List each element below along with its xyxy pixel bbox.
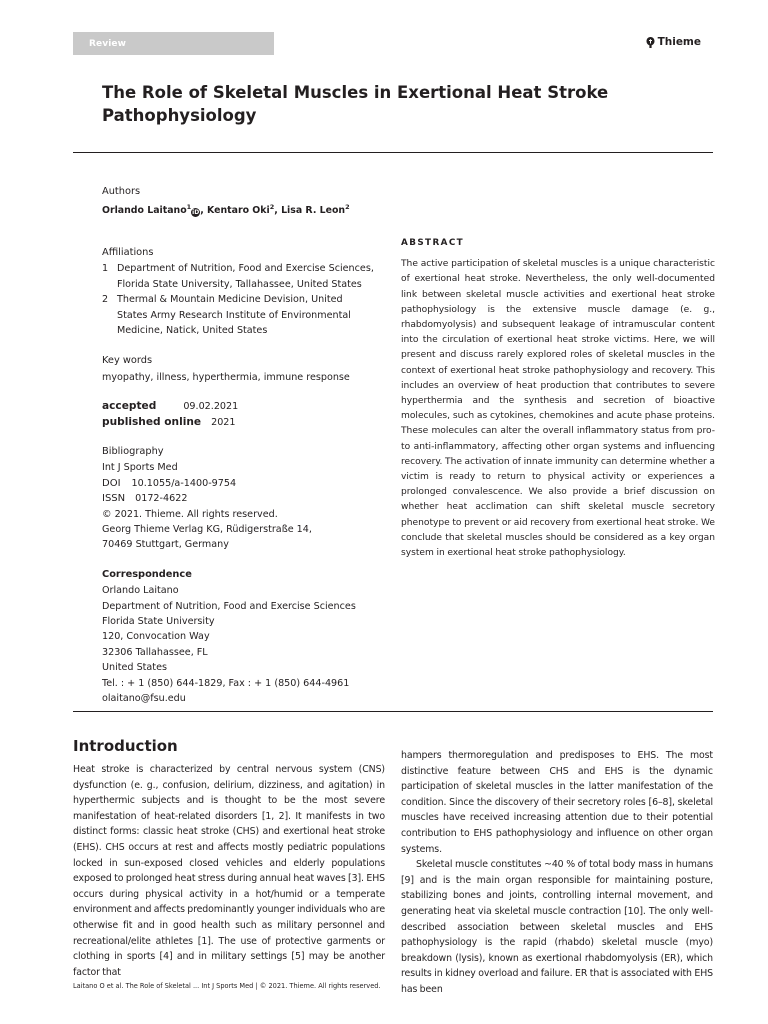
section-label: Review <box>73 32 274 55</box>
abstract-heading: ABSTRACT <box>401 238 465 248</box>
published-row <box>102 415 392 430</box>
dates-section <box>102 399 392 430</box>
correspondence-line: Department of Nutrition, Food and Exercise Sciences <box>102 600 356 612</box>
introduction-heading: Introduction <box>73 737 178 755</box>
affiliation-number: 2 <box>102 294 109 306</box>
keywords-text: myopathy, illness, hyperthermia, immune response <box>102 371 350 383</box>
bibliography-heading: Bibliography <box>102 446 164 457</box>
article-info-column <box>102 184 392 707</box>
bibliography-section <box>102 444 392 553</box>
affiliations-heading: Affiliations <box>102 246 154 258</box>
accepted-date: 09.02.2021 <box>183 401 239 413</box>
keywords-heading: Key words <box>102 355 153 367</box>
correspondence-line: Orlando Laitano <box>102 585 179 597</box>
correspondence-section <box>102 567 392 707</box>
divider-bottom <box>73 711 713 712</box>
affiliation-list <box>102 261 392 338</box>
correspondence-line: 120, Convocation Way <box>102 631 210 643</box>
orcid-icon[interactable]: iD <box>192 208 200 216</box>
publisher-logo <box>646 36 701 48</box>
journal-name: Int J Sports Med <box>102 462 178 474</box>
affiliation-item <box>102 292 392 338</box>
article-title: The Role of Skeletal Muscles in Exertional Heat Stroke Pathophysiology <box>102 83 609 125</box>
divider-top <box>73 152 713 153</box>
correspondence-heading: Correspondence <box>102 568 192 580</box>
author-affiliation-number: 2 <box>345 203 350 212</box>
doi-value[interactable]: 10.1055/a-1400-9754 <box>131 477 237 489</box>
correspondence-line: 32306 Tallahassee, FL <box>102 646 208 658</box>
body-paragraph: Heat stroke is characterized by central nervous system (CNS) dysfunction (e. g., confusion, delirium, dizziness, and agitation) in hyperthermic subjects and is thought to be the most severe manifestation of heat-related disorders [1, 2]. It manifests in two distinct forms: classic heat stroke (CHS) and exertional heat stroke (EHS). CHS occurs at rest and affects mostly pediatric populations locked in sun-exposed closed vehicles and elderly populations exposed to prolonged heat stress during annual heat waves [3]. EHS occurs during physical activity in a hot/humid or a temperate environment and affects predominantly younger individuals who are otherwise fit and in good health such as military personnel and recreational/elite athletes [1]. The use of protective garments or clothing in sports [4] and in military settings [5] may be another factor that <box>73 764 385 978</box>
affiliation-text: Department of Nutrition, Food and Exercise Sciences, Florida State University, Tallahassee, United States <box>117 263 374 290</box>
authors-section <box>102 184 392 219</box>
affiliation-item <box>102 261 392 292</box>
keywords-section <box>102 353 392 385</box>
doi-row <box>102 476 392 491</box>
issn-row <box>102 491 392 506</box>
author-name[interactable]: Lisa R. Leon <box>281 205 346 217</box>
thieme-logo-icon <box>646 37 655 48</box>
correspondence-phone-fax: Tel. : + 1 (850) 644-1829, Fax : + 1 (850) 644-4961 <box>102 677 350 689</box>
body-paragraph: hampers thermoregulation and predisposes to EHS. The most distinctive feature between CHS and EHS is the dynamic participation of skeletal muscles in the latter manifestation of the condition. Since the discovery of their secretory roles [6–8], skeletal muscles have received increasing attention due to their potential contribution to EHS pathophysiology and influence on other organ systems. <box>401 750 713 855</box>
body-column-right <box>401 748 713 998</box>
page-footer: Laitano O et al. The Role of Skeletal ... Int J Sports Med | © 2021. Thieme. All rights reserved. <box>73 982 381 990</box>
publisher-address-line: Georg Thieme Verlag KG, Rüdigerstraße 14, <box>102 524 312 536</box>
accepted-label: accepted <box>102 400 157 413</box>
correspondence-line: Florida State University <box>102 616 215 628</box>
author-name[interactable]: Orlando Laitano <box>102 205 187 217</box>
abstract-section <box>401 236 715 561</box>
author-name[interactable]: Kentaro Oki <box>207 205 270 217</box>
affiliation-text: Thermal & Mountain Medicine Devision, United States Army Research Institute of Environmental Medicine, Natick, United States <box>117 294 351 336</box>
body-column-left <box>73 762 385 980</box>
authors-heading: Authors <box>102 186 141 197</box>
accepted-row <box>102 399 392 414</box>
author-affiliation-number: 1 <box>186 203 192 212</box>
publisher-address-line: 70469 Stuttgart, Germany <box>102 539 229 551</box>
abstract-text: The active participation of skeletal muscles is a unique characteristic of exertional heat stroke. Nevertheless, the only well-documented link between skeletal muscle activities and exertional heat stroke pathophysiology is the extensive muscle damage (e. g., rhabdomyolysis) and subsequent leakage of intramuscular content into the circulation of exertional heat stroke victims. Here, we will present and discuss rarely explored roles of skeletal muscles in the context of exertional heat stroke pathophysiology and recovery. This includes an overview of heat production that contributes to severe hyperthermia and the synthesis and secretion of bioactive molecules, such as cytokines, chemokines and acute phase proteins. These molecules can alter the overall inflammatory status from pro- to anti-inflammatory, affecting other organ systems and influencing recovery. The activation of innate immunity can determine whether a victim is ready to return to physical activity or experiences a prolonged convalescence. We also provide a brief discussion on whether heat acclimation can shift skeletal muscle secretory phenotype to prevent or aid recovery from exertional heat stroke. We conclude that skeletal muscles should be considered as a key organ system in exertional heat stroke pathophysiology. <box>401 259 715 559</box>
issn-value: 0172-4622 <box>135 493 188 505</box>
copyright-text: © 2021. Thieme. All rights reserved. <box>102 508 278 520</box>
doi-label: DOI <box>102 477 121 489</box>
affiliations-section <box>102 245 392 338</box>
body-paragraph: Skeletal muscle constitutes ~40 % of total body mass in humans [9] and is the main organ responsible for maintaining posture, stabilizing bones and joints, controlling internal movement, and generating heat via skeletal muscle contraction [10]. The only well-described association between skeletal muscles and EHS pathophysiology is the rapid (rhabdo) skeletal muscle (myo) breakdown (lysis), known as exertional rhabdomyolysis (ER), which results in kidney overload and failure. ER that is associated with EHS has been <box>401 859 713 995</box>
published-label: published online <box>102 415 202 428</box>
author-list: Orlando Laitano$^1$iD, Kentaro Oki$^2$, Lisa R. Leon$^2$ <box>102 203 350 217</box>
issn-label: ISSN <box>102 493 126 505</box>
author-affiliation-number: 2 <box>269 203 275 212</box>
correspondence-line: United States <box>102 662 167 674</box>
published-date: 2021 <box>211 416 236 428</box>
publisher-name: Thieme <box>657 36 701 48</box>
affiliation-number: 1 <box>102 263 109 275</box>
correspondence-email[interactable]: olaitano@fsu.edu <box>102 693 186 705</box>
